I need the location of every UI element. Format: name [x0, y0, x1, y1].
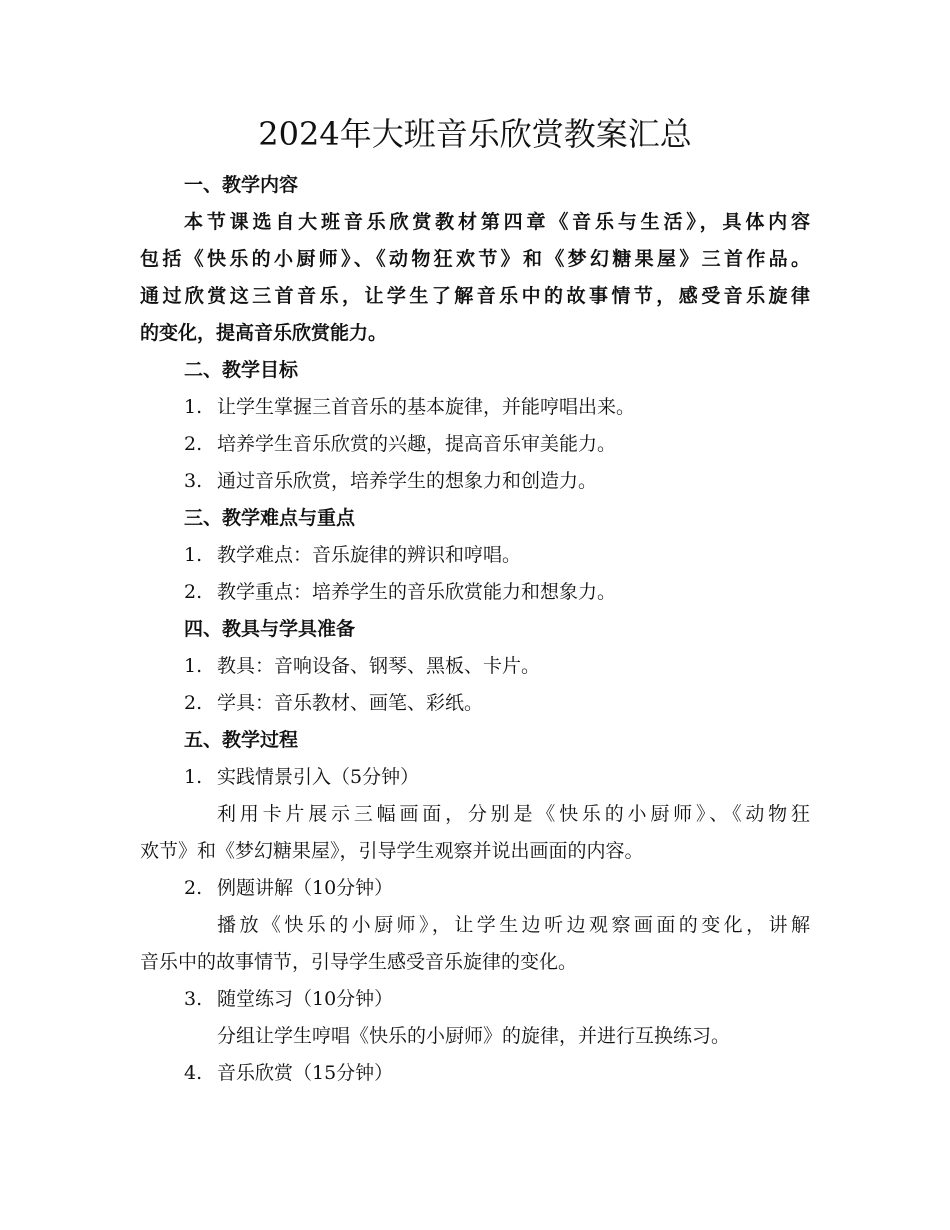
step-text: 实践情景引入（5分钟） — [217, 766, 420, 788]
list-number: 1. — [184, 544, 203, 566]
list-text: 教学难点：音乐旋律的辨识和哼唱。 — [217, 544, 522, 566]
section-heading-difficulties: 三、教学难点与重点 — [184, 507, 356, 529]
step-text: 例题讲解（10分钟） — [217, 877, 394, 899]
list-text: 教具：音响设备、钢琴、黑板、卡片。 — [217, 655, 541, 677]
paragraph-line: 欢节》和《梦幻糖果屋》，引导学生观察并说出画面的内容。 — [140, 840, 644, 862]
paragraph-line: 播放《快乐的小厨师》，让学生边听边观察画面的变化，讲解 — [217, 914, 810, 936]
step-text: 随堂练习（10分钟） — [217, 988, 394, 1010]
document-title: 2024年大班音乐欣赏教案汇总 — [258, 115, 692, 153]
list-text: 培养学生音乐欣赏的兴趣，提高音乐审美能力。 — [217, 433, 617, 455]
section-heading-materials: 四、教具与学具准备 — [184, 618, 356, 640]
step-item — [140, 870, 810, 907]
paragraph-line: 包括《快乐的小厨师》、《动物狂欢节》和《梦幻糖果屋》三首作品。 — [140, 248, 810, 270]
list-number: 1. — [184, 655, 203, 677]
list-text: 学具：音乐教材、画笔、彩纸。 — [217, 692, 484, 714]
step-item — [140, 981, 810, 1018]
paragraph-line: 音乐中的故事情节，引导学生感受音乐旋律的变化。 — [140, 951, 578, 973]
list-item — [140, 574, 810, 611]
list-text: 让学生掌握三首音乐的基本旋律，并能哼唱出来。 — [217, 396, 636, 418]
list-number: 1. — [184, 396, 203, 418]
list-item — [140, 537, 810, 574]
list-item — [140, 648, 810, 685]
list-text: 通过音乐欣赏，培养学生的想象力和创造力。 — [217, 470, 598, 492]
step-item — [140, 1055, 810, 1092]
list-number: 2. — [184, 692, 203, 714]
paragraph-line: 通过欣赏这三首音乐，让学生了解音乐中的故事情节，感受音乐旋律 — [140, 285, 810, 307]
list-item — [140, 389, 810, 426]
step-number: 3. — [184, 988, 203, 1010]
list-item — [140, 426, 810, 463]
section-heading-objectives: 二、教学目标 — [184, 359, 299, 381]
list-number: 3. — [184, 470, 203, 492]
paragraph-line: 利用卡片展示三幅画面，分别是《快乐的小厨师》、《动物狂 — [217, 803, 810, 825]
step-number: 1. — [184, 766, 203, 788]
paragraph-line: 分组让学生哼唱《快乐的小厨师》的旋律，并进行互换练习。 — [217, 1025, 731, 1047]
paragraph-line: 本节课选自大班音乐欣赏教材第四章《音乐与生活》，具体内容 — [184, 211, 810, 233]
section-heading-process: 五、教学过程 — [184, 729, 299, 751]
section-heading-content: 一、教学内容 — [184, 174, 299, 196]
paragraph-line: 的变化，提高音乐欣赏能力。 — [140, 322, 388, 344]
step-number: 4. — [184, 1062, 203, 1084]
list-item — [140, 463, 810, 500]
list-number: 2. — [184, 581, 203, 603]
list-number: 2. — [184, 433, 203, 455]
step-number: 2. — [184, 877, 203, 899]
document-body — [140, 167, 810, 1092]
list-text: 教学重点：培养学生的音乐欣赏能力和想象力。 — [217, 581, 617, 603]
list-item — [140, 685, 810, 722]
step-item — [140, 759, 810, 796]
step-text: 音乐欣赏（15分钟） — [217, 1062, 394, 1084]
